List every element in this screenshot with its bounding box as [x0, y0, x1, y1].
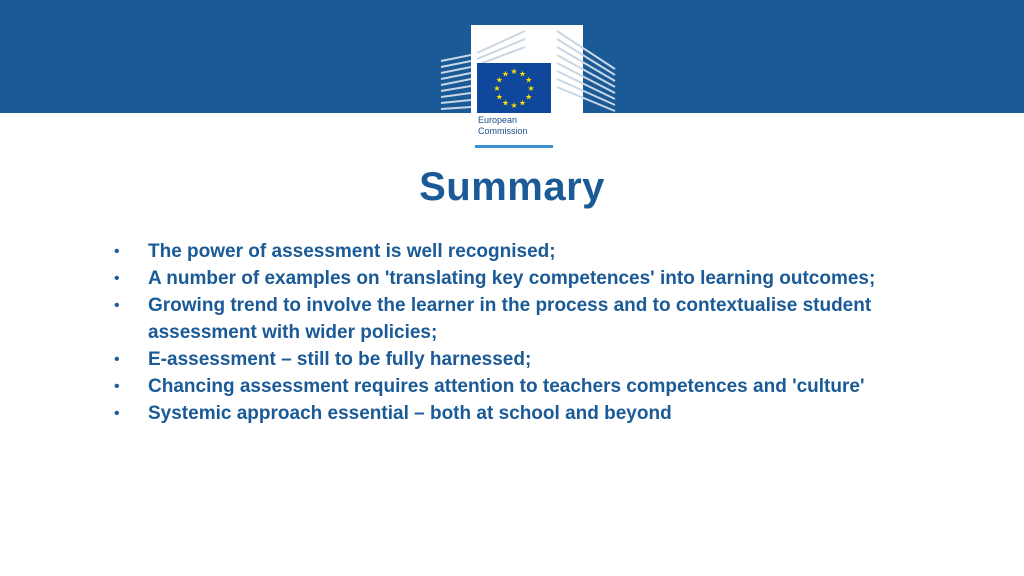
bullet-icon: • [114, 351, 120, 368]
svg-text:★: ★ [518, 69, 527, 79]
svg-text:★: ★ [510, 101, 518, 110]
svg-text:★: ★ [495, 75, 503, 85]
svg-text:★: ★ [527, 84, 535, 93]
bullet-item [112, 292, 912, 346]
svg-text:★: ★ [493, 84, 501, 93]
svg-text:★: ★ [495, 92, 503, 102]
bullet-text: E-assessment – still to be fully harnessed; [148, 349, 532, 370]
svg-text:★: ★ [501, 98, 510, 108]
bullet-icon: • [114, 405, 120, 422]
svg-text:★: ★ [510, 67, 518, 76]
bullet-icon: • [114, 378, 120, 395]
bullet-text: A number of examples on 'translating key competences' into learning outcomes; [148, 268, 876, 289]
logo-text [478, 115, 548, 137]
bullet-item [112, 238, 912, 265]
european-commission-logo [437, 25, 617, 151]
bullet-icon: • [114, 270, 120, 287]
bullet-text: The power of assessment is well recognised; [148, 241, 556, 262]
bullet-text: Systemic approach essential – both at school and beyond [148, 403, 672, 424]
summary-bullet-list [112, 238, 912, 427]
svg-text:★: ★ [501, 69, 510, 79]
logo-line-commission: Commission [478, 126, 528, 136]
svg-text:★: ★ [525, 92, 533, 102]
bullet-item [112, 373, 912, 400]
bullet-text: Chancing assessment requires attention to teachers competences and 'culture' [148, 376, 865, 397]
logo-line-european: European [478, 115, 518, 125]
bullet-item [112, 346, 912, 373]
bullet-text: Growing trend to involve the learner in the process and to contextualise student assessment with wider policies; [148, 295, 872, 343]
bullet-item [112, 400, 912, 427]
svg-text:★: ★ [518, 98, 527, 108]
bullet-icon: • [114, 297, 120, 314]
svg-text:★: ★ [525, 75, 533, 85]
bullet-item [112, 265, 912, 292]
slide-title: Summary [419, 165, 605, 209]
bullet-icon: • [114, 243, 120, 260]
